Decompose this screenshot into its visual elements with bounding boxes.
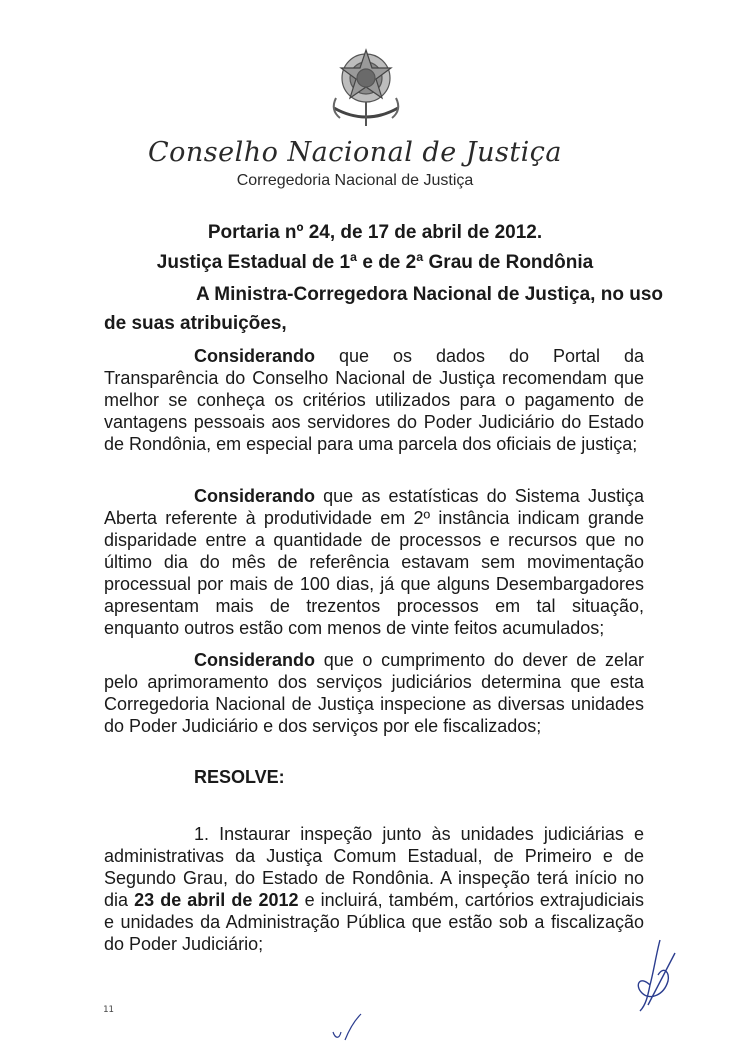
considerando-paragraph-1 xyxy=(104,345,644,455)
signature-icon xyxy=(620,935,690,1015)
item-text-end: e incluirá, também, cartórios extrajudiciais e unidades da Administração Pública que estão sob a fiscalização do Poder Judiciário; xyxy=(104,890,644,954)
intro-line-1: A Ministra-Corregedora Nacional de Justiça, no uso xyxy=(196,284,664,305)
initials-icon xyxy=(325,1010,375,1048)
page-number: 11 xyxy=(103,1005,114,1015)
paragraph-text: que os dados do Portal da Transparência do Conselho Nacional de Justiça recomendam que melhor se conheça os critérios utilizados para o pagamento de vantagens pessoais aos servidores do Poder Judiciário do Estado de Rondônia, em especial para uma parcela dos oficiais de justiça; xyxy=(104,346,644,454)
item-text-start: 1. Instaurar inspeção junto às unidades judiciárias e administrativas da Justiça Comum Estadual, de Primeiro e de Segundo Grau, do Estado de Rondônia. A inspeção terá início no dia xyxy=(104,824,644,910)
org-subtitle: Corregedoria Nacional de Justiça xyxy=(236,172,474,189)
org-title: Conselho Nacional de Justiça xyxy=(147,137,563,168)
intro-line-2: de suas atribuições, xyxy=(104,313,287,334)
considerando-label: Considerando xyxy=(194,650,316,670)
portaria-title: Portaria nº 24, de 17 de abril de 2012. xyxy=(207,222,543,243)
start-date: 23 de abril de 2012 xyxy=(134,890,299,910)
coat-of-arms-icon xyxy=(316,38,416,130)
paragraph-text: que o cumprimento do dever de zelar pelo aprimoramento dos serviços judiciários determina que esta Corregedoria Nacional de Justiça inspecione as diversas unidades do Poder Judiciário e dos serviços por ele fiscalizados; xyxy=(104,650,644,736)
considerando-paragraph-2 xyxy=(104,485,644,639)
paragraph-text: que as estatísticas do Sistema Justiça Aberta referente à produtividade em 2º instância indicam grande disparidade entre a quantidade de processos e recursos que no último dia do mês de referência estavam sem movimentação processual por mais de 100 dias, já que alguns Desembargadores apresentam mais de trezentos processos em tal situação, enquanto outros estão com menos de vinte feitos acumulados; xyxy=(104,486,644,638)
considerando-label: Considerando xyxy=(194,486,316,506)
portaria-subtitle: Justiça Estadual de 1ª e de 2ª Grau de Rondônia xyxy=(156,252,594,273)
resolution-item-1 xyxy=(104,823,644,955)
considerando-label: Considerando xyxy=(194,346,316,366)
considerando-paragraph-3 xyxy=(104,649,644,737)
resolve-heading: RESOLVE: xyxy=(194,767,285,787)
